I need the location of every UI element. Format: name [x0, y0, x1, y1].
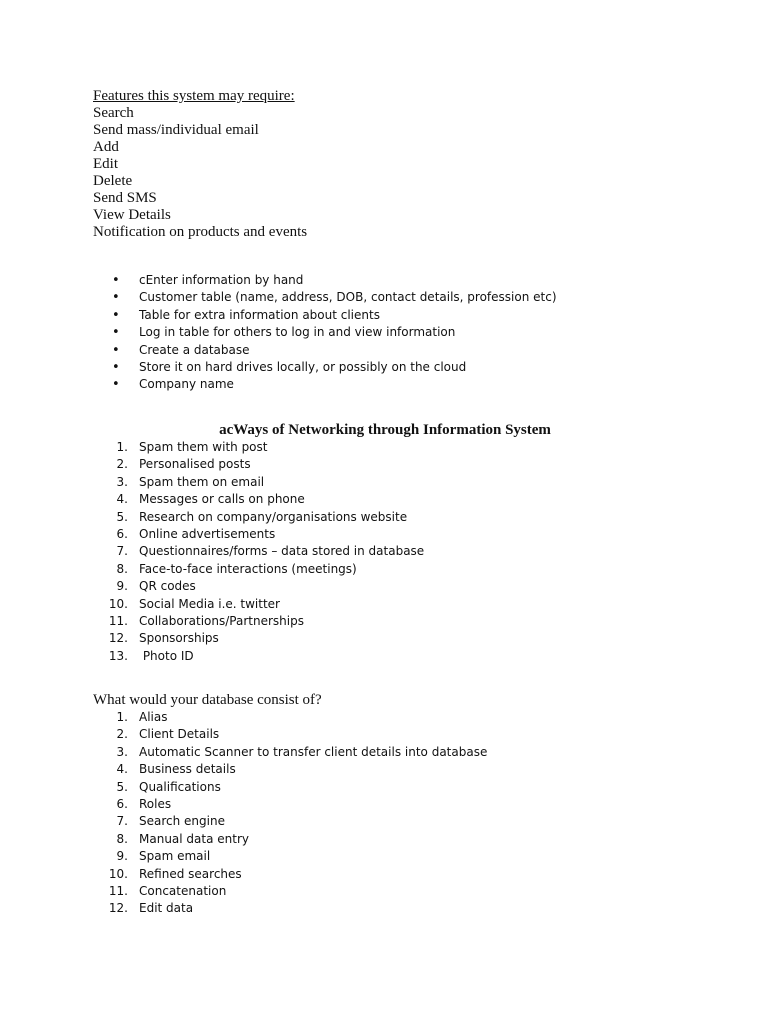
networking-list-item	[104, 543, 424, 560]
list-number: 3.	[116, 474, 128, 489]
list-item-text: Client Details	[139, 727, 220, 742]
list-number: 9.	[116, 849, 128, 864]
list-number: 1.	[116, 710, 128, 724]
list-number: 9.	[116, 579, 128, 594]
database-list-item	[104, 848, 487, 865]
database-list-item	[104, 761, 487, 778]
list-number: 5.	[116, 509, 128, 524]
networking-numbered-list	[104, 439, 424, 665]
requirements-bullet-list	[112, 272, 557, 394]
networking-list-item	[104, 456, 424, 473]
list-item-text: Concatenation	[139, 884, 227, 899]
list-item-text: Alias	[139, 710, 168, 724]
list-number: 11.	[108, 614, 128, 629]
list-number: 6.	[116, 797, 128, 812]
networking-list-item	[104, 509, 424, 526]
list-item-text: Qualifications	[139, 779, 221, 794]
features-section	[93, 88, 307, 241]
list-number: 7.	[116, 544, 128, 559]
list-item-text: Questionnaires/forms – data stored in database	[139, 544, 425, 559]
list-item-text: Personalised posts	[139, 457, 251, 472]
database-list-item	[104, 726, 487, 743]
networking-list-item	[104, 526, 424, 543]
feature-item: Send mass/individual email	[93, 122, 259, 138]
list-number: 11.	[108, 884, 128, 899]
list-item-text: Photo ID	[139, 648, 194, 663]
list-number: 10.	[108, 596, 128, 611]
list-item-text: Edit data	[139, 901, 194, 916]
networking-list-item	[104, 648, 424, 665]
networking-list-item	[104, 561, 424, 578]
networking-list-item	[104, 439, 424, 456]
database-list-item	[104, 883, 487, 900]
feature-item: Add	[93, 139, 119, 155]
database-list-item	[104, 744, 487, 761]
feature-item: Search	[93, 105, 134, 121]
database-list-item	[104, 866, 487, 883]
list-item-text: Collaborations/Partnerships	[139, 614, 304, 629]
feature-item: Send SMS	[93, 190, 157, 206]
list-item-text: Automatic Scanner to transfer client details into database	[139, 744, 488, 759]
list-item-text: Business details	[139, 762, 236, 777]
list-item-text: Spam them on email	[139, 474, 265, 489]
list-number: 4.	[116, 762, 128, 777]
list-number: 3.	[116, 744, 128, 759]
networking-list-item	[104, 474, 424, 491]
bullet-item: • Log in table for others to log in and view information	[112, 324, 557, 341]
list-number: 2.	[116, 727, 128, 742]
feature-item: Notification on products and events	[93, 224, 308, 240]
list-number: 7.	[116, 814, 128, 829]
list-item-text: Search engine	[139, 814, 225, 829]
database-list-item	[104, 900, 487, 917]
bullet-item: • Create a database	[112, 342, 557, 359]
list-number: 4.	[116, 492, 128, 507]
list-item-text: Manual data entry	[139, 831, 249, 846]
list-item-text: Messages or calls on phone	[139, 492, 305, 507]
list-number: 10.	[108, 866, 128, 881]
list-number: 6.	[116, 527, 128, 542]
database-list-item	[104, 779, 487, 796]
bullet-item: • cEnter information by hand	[112, 272, 557, 289]
database-numbered-list	[104, 709, 487, 918]
list-number: 13.	[108, 648, 128, 663]
networking-list-item	[104, 578, 424, 595]
features-heading: Features this system may require:	[93, 88, 295, 104]
feature-item: View Details	[93, 207, 171, 223]
list-item-text: Face-to-face interactions (meetings)	[139, 561, 357, 576]
bullet-item: • Company name	[112, 376, 557, 393]
feature-item: Delete	[93, 173, 133, 189]
list-number: 12.	[108, 631, 128, 646]
list-item-text: Spam them with post	[139, 440, 268, 454]
bullet-item: • Store it on hard drives locally, or possibly on the cloud	[112, 359, 557, 376]
networking-list-item	[104, 613, 424, 630]
list-number: 2.	[116, 457, 128, 472]
list-number: 8.	[116, 561, 128, 576]
feature-item: Edit	[93, 156, 118, 172]
networking-title: acWays of Networking through Information System	[219, 422, 551, 438]
list-item-text: Online advertisements	[139, 527, 276, 542]
list-number: 5.	[116, 779, 128, 794]
list-item-text: Roles	[139, 797, 172, 812]
networking-list-item	[104, 630, 424, 647]
database-question: What would your database consist of?	[93, 692, 322, 708]
list-item-text: Refined searches	[139, 866, 242, 881]
database-list-item	[104, 709, 487, 726]
database-list-item	[104, 813, 487, 830]
list-item-text: Social Media i.e. twitter	[139, 596, 280, 611]
list-item-text: Research on company/organisations website	[139, 509, 408, 524]
list-number: 1.	[116, 440, 128, 454]
networking-list-item	[104, 491, 424, 508]
list-item-text: Spam email	[139, 849, 211, 864]
list-item-text: QR codes	[139, 579, 196, 594]
bullet-item: • Customer table (name, address, DOB, contact details, profession etc)	[112, 289, 557, 306]
list-number: 12.	[108, 901, 128, 916]
list-number: 8.	[116, 831, 128, 846]
database-list-item	[104, 831, 487, 848]
database-list-item	[104, 796, 487, 813]
networking-list-item	[104, 596, 424, 613]
list-item-text: Sponsorships	[139, 631, 219, 646]
bullet-item: • Table for extra information about clients	[112, 307, 557, 324]
